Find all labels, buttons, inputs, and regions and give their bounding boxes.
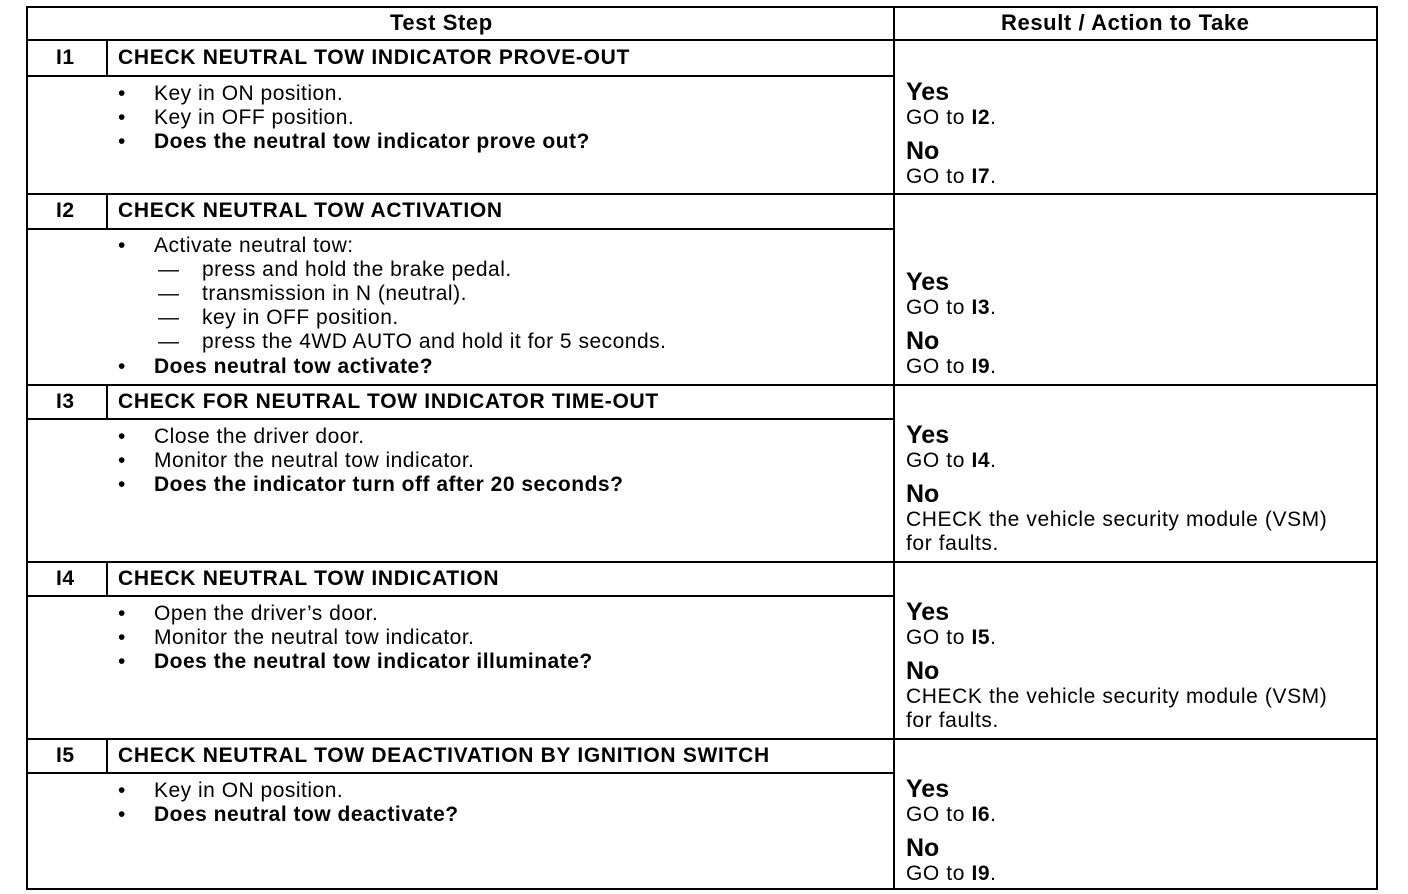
bullet-mark: •: [118, 106, 126, 129]
step-line: press and hold the brake pedal.: [202, 258, 512, 281]
step-title-i1: CHECK NEUTRAL TOW INDICATOR PROVE-OUT: [118, 46, 631, 69]
yes-action: GO to I3.: [906, 296, 997, 319]
step-link-i7[interactable]: I7: [971, 165, 991, 188]
step-line: Monitor the neutral tow indicator.: [154, 626, 475, 649]
step-id-i4: I4: [56, 567, 75, 590]
bullet-mark: •: [118, 425, 126, 448]
step-title-i2: CHECK NEUTRAL TOW ACTIVATION: [118, 199, 503, 222]
bullet-mark: •: [118, 650, 126, 673]
title-rule: [26, 228, 894, 230]
step-question: Does neutral tow deactivate?: [154, 803, 459, 826]
no-action: CHECK the vehicle security module (VSM): [906, 508, 1328, 531]
header-test-step: Test Step: [390, 10, 493, 35]
yes-action: GO to I5.: [906, 626, 997, 649]
title-rule: [26, 772, 894, 774]
yes-label: Yes: [906, 78, 950, 106]
bullet-mark: •: [118, 130, 126, 153]
step-link-i4[interactable]: I4: [971, 449, 991, 472]
yes-action: GO to I2.: [906, 106, 997, 129]
step-id-i3: I3: [56, 390, 75, 413]
yes-label: Yes: [906, 775, 950, 803]
bullet-mark: •: [118, 355, 126, 378]
step-id-i2: I2: [56, 199, 75, 222]
yes-action: GO to I6.: [906, 803, 997, 826]
id-divider: [106, 740, 108, 773]
yes-label: Yes: [906, 598, 950, 626]
no-label: No: [906, 137, 940, 165]
no-label: No: [906, 657, 940, 685]
step-link-i5[interactable]: I5: [971, 626, 991, 649]
bullet-mark: •: [118, 82, 126, 105]
step-line: Close the driver door.: [154, 425, 365, 448]
step-title-i4: CHECK NEUTRAL TOW INDICATION: [118, 567, 500, 590]
row-rule: [26, 384, 1378, 386]
yes-action: GO to I4.: [906, 449, 997, 472]
step-line: Monitor the neutral tow indicator.: [154, 449, 475, 472]
step-line: Activate neutral tow:: [154, 234, 354, 257]
no-label: No: [906, 327, 940, 355]
step-question: Does the indicator turn off after 20 seconds?: [154, 473, 624, 496]
header-result-action: Result / Action to Take: [1001, 10, 1250, 35]
dash-mark: —: [158, 258, 180, 281]
step-line: Key in ON position.: [154, 779, 344, 802]
row-rule: [26, 738, 1378, 740]
step-question: Does the neutral tow indicator prove out?: [154, 130, 590, 153]
step-title-i5: CHECK NEUTRAL TOW DEACTIVATION BY IGNITION SWITCH: [118, 744, 770, 767]
bullet-mark: •: [118, 803, 126, 826]
title-rule: [26, 75, 894, 77]
step-link-i9[interactable]: I9: [971, 355, 991, 378]
dash-mark: —: [158, 330, 180, 353]
id-divider: [106, 195, 108, 229]
no-action: GO to I9.: [906, 862, 997, 885]
bullet-mark: •: [118, 234, 126, 257]
no-action: GO to I7.: [906, 165, 997, 188]
no-action-cont: for faults.: [906, 709, 999, 732]
id-divider: [106, 386, 108, 419]
step-question: Does the neutral tow indicator illuminate?: [154, 650, 593, 673]
yes-label: Yes: [906, 421, 950, 449]
no-label: No: [906, 480, 940, 508]
yes-label: Yes: [906, 268, 950, 296]
step-line: Key in OFF position.: [154, 106, 355, 129]
step-line: transmission in N (neutral).: [202, 282, 467, 305]
step-link-i6[interactable]: I6: [971, 803, 991, 826]
bullet-mark: •: [118, 779, 126, 802]
step-line: Key in ON position.: [154, 82, 344, 105]
no-action: CHECK the vehicle security module (VSM): [906, 685, 1328, 708]
step-line: press the 4WD AUTO and hold it for 5 seconds.: [202, 330, 667, 353]
title-rule: [26, 418, 894, 420]
step-title-i3: CHECK FOR NEUTRAL TOW INDICATOR TIME-OUT: [118, 390, 659, 413]
no-action-cont: for faults.: [906, 532, 999, 555]
step-line: key in OFF position.: [202, 306, 399, 329]
step-id-i5: I5: [56, 744, 75, 767]
column-divider: [893, 6, 895, 890]
no-action: GO to I9.: [906, 355, 997, 378]
step-link-i3[interactable]: I3: [971, 296, 991, 319]
dash-mark: —: [158, 306, 180, 329]
step-link-i2[interactable]: I2: [971, 106, 991, 129]
header-rule: [26, 39, 1378, 41]
id-divider: [106, 41, 108, 76]
title-rule: [26, 595, 894, 597]
bullet-mark: •: [118, 602, 126, 625]
bullet-mark: •: [118, 626, 126, 649]
id-divider: [106, 563, 108, 596]
step-link-i9[interactable]: I9: [971, 862, 991, 885]
bullet-mark: •: [118, 473, 126, 496]
step-line: Open the driver’s door.: [154, 602, 379, 625]
row-rule: [26, 561, 1378, 563]
row-rule: [26, 193, 1378, 195]
dash-mark: —: [158, 282, 180, 305]
step-question: Does neutral tow activate?: [154, 355, 434, 378]
step-id-i1: I1: [56, 46, 75, 69]
no-label: No: [906, 834, 940, 862]
bullet-mark: •: [118, 449, 126, 472]
